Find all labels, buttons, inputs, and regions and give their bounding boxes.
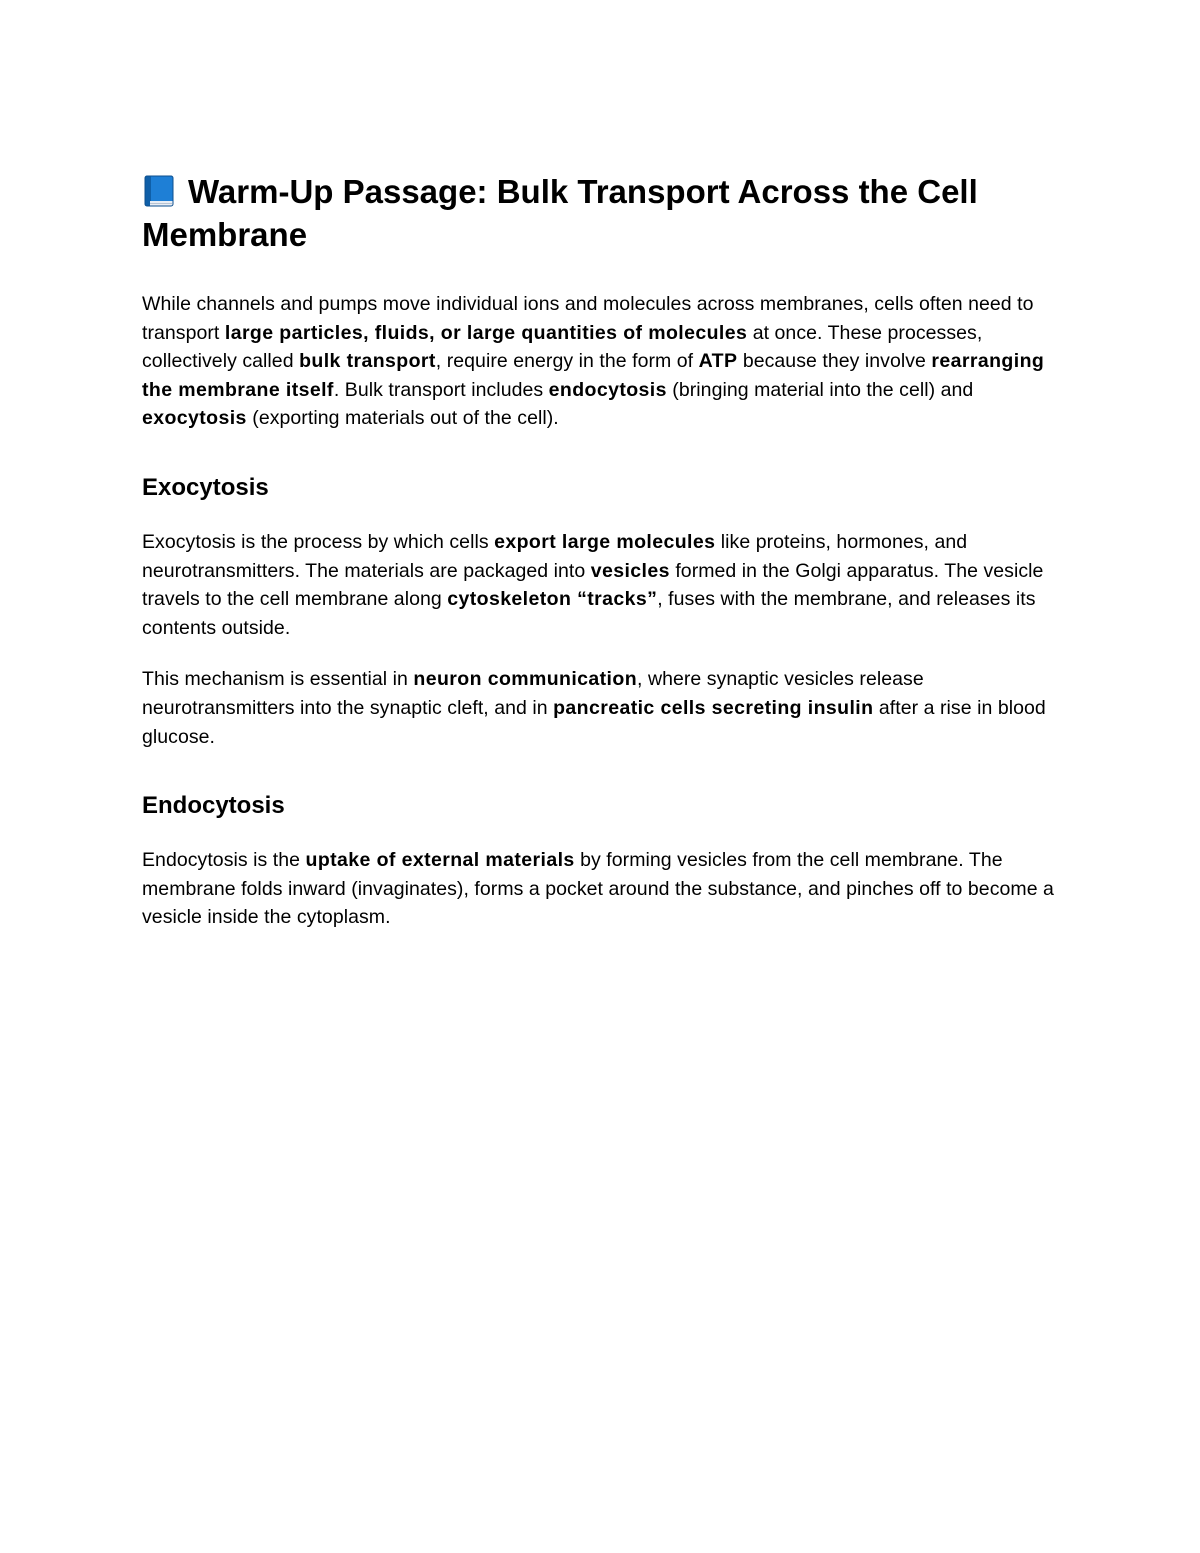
intro-text: because they involve [737, 350, 932, 373]
exocytosis-bold-term: pancreatic cells secreting insulin [553, 696, 874, 719]
exocytosis-paragraph-2 [142, 665, 1072, 751]
intro-text: While channels and pumps move individual ions and molecules across membranes, cells often need to transport [142, 293, 1034, 344]
endocytosis-heading: Endocytosis [142, 792, 285, 820]
exocytosis-paragraph-1 [142, 528, 1072, 642]
blue-book-icon [142, 174, 176, 208]
endocytosis-text: by forming vesicles from the cell membrane. The membrane folds inward (invaginates), forms a pocket around the substance, and pinches off to become a vesicle inside the cytoplasm. [142, 849, 1054, 929]
intro-bold-term: exocytosis [142, 407, 247, 430]
document-page [142, 170, 1072, 932]
exocytosis-text: like proteins, hormones, and neurotransmitters. The materials are packaged into [142, 530, 968, 582]
exocytosis-text: , where synaptic vesicles release neurotransmitters into the synaptic cleft, and in [142, 668, 924, 719]
intro-paragraph [142, 290, 1072, 433]
intro-text: . Bulk transport includes [333, 378, 549, 401]
exocytosis-text: Exocytosis is the process by which cells [142, 530, 495, 553]
exocytosis-heading: Exocytosis [142, 473, 269, 501]
exocytosis-text: after a rise in blood glucose. [142, 696, 1046, 748]
intro-text: (exporting materials out of the cell). [246, 407, 559, 430]
intro-bold-term: endocytosis [548, 378, 667, 401]
exocytosis-text: This mechanism is essential in [142, 668, 414, 691]
intro-bold-term: rearranging the membrane itself [142, 350, 1045, 401]
exocytosis-bold-term: neuron communication [413, 668, 638, 691]
intro-bold-term: ATP [698, 350, 738, 373]
exocytosis-bold-term: cytoskeleton “tracks” [447, 588, 658, 611]
exocytosis-text: formed in the Golgi apparatus. The vesicle travels to the cell membrane along [142, 559, 1044, 611]
exocytosis-bold-term: vesicles [590, 559, 670, 582]
intro-text: (bringing material into the cell) and [666, 378, 974, 401]
endocytosis-text: Endocytosis is the [142, 849, 306, 872]
exocytosis-bold-term: export large molecules [494, 530, 716, 553]
endocytosis-paragraph-1 [142, 846, 1072, 932]
page-title-text: Warm-Up Passage: Bulk Transport Across the Cell Membrane [142, 173, 978, 253]
intro-text: , require energy in the form of [435, 350, 699, 373]
endocytosis-bold-term: uptake of external materials [305, 849, 575, 872]
intro-text: at once. These processes, collectively called [142, 321, 983, 373]
intro-bold-term: bulk transport [299, 350, 436, 373]
intro-bold-term: large particles, fluids, or large quantities of molecules [224, 321, 748, 344]
exocytosis-text: , fuses with the membrane, and releases its contents outside. [142, 588, 1036, 639]
page-title [142, 170, 1072, 256]
